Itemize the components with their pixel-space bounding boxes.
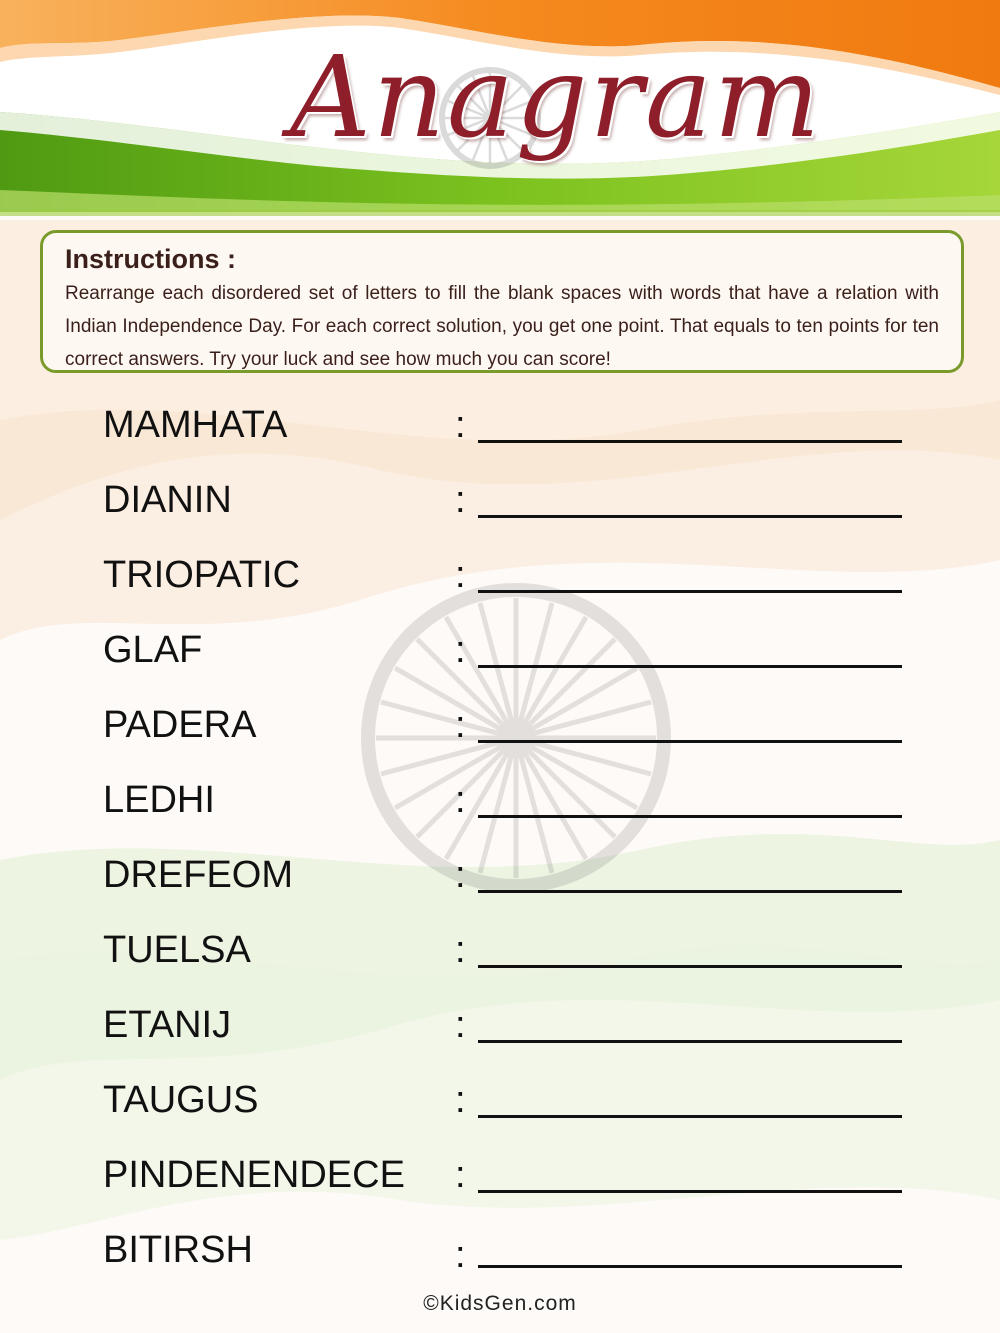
instructions-box [40,230,964,373]
answer-blank[interactable] [478,815,902,818]
anagram-row [0,475,1000,535]
scrambled-word: TRIOPATIC [103,554,301,596]
row-separator: : [455,704,466,746]
anagram-row [0,925,1000,985]
row-separator: : [455,1154,466,1196]
answer-blank[interactable] [478,1040,902,1043]
row-separator: : [455,629,466,671]
scrambled-word: TUELSA [103,929,251,971]
title-text: Anagram [290,33,822,163]
answer-blank[interactable] [478,665,902,668]
anagram-row [0,1075,1000,1135]
answer-blank[interactable] [478,890,902,893]
scrambled-word: TAUGUS [103,1079,259,1121]
row-separator: : [455,554,466,596]
anagram-row [0,625,1000,685]
scrambled-word: PINDENENDECE [103,1154,405,1196]
answer-blank[interactable] [478,1265,902,1268]
row-separator: : [455,1079,466,1121]
answer-blank[interactable] [478,740,902,743]
answer-blank[interactable] [478,1115,902,1118]
scrambled-word: MAMHATA [103,404,288,446]
answer-blank[interactable] [478,515,902,518]
row-separator: : [455,404,466,446]
anagram-row [0,700,1000,760]
answer-blank[interactable] [478,1190,902,1193]
anagram-row [0,1225,1000,1285]
copyright-footer: ©KidsGen.com [423,1292,577,1315]
row-separator: : [455,854,466,896]
scrambled-word: LEDHI [103,779,215,821]
instructions-heading: Instructions : [65,244,237,274]
scrambled-word: DIANIN [103,479,232,521]
row-separator: : [455,929,466,971]
anagram-row [0,550,1000,610]
answer-blank[interactable] [478,590,902,593]
anagram-row [0,1000,1000,1060]
anagram-row [0,1150,1000,1210]
anagram-row [0,775,1000,835]
answer-blank[interactable] [478,965,902,968]
row-separator: : [455,1004,466,1046]
row-separator: : [455,1234,466,1276]
scrambled-word: ETANIJ [103,1004,232,1046]
scrambled-word: DREFEOM [103,854,293,896]
scrambled-word: PADERA [103,704,257,746]
scrambled-word: BITIRSH [103,1229,253,1271]
page-title [290,28,822,188]
row-separator: : [455,779,466,821]
anagram-row [0,400,1000,460]
scrambled-word: GLAF [103,629,203,671]
answer-blank[interactable] [478,440,902,443]
instructions-text: Rearrange each disordered set of letters to fill the blank spaces with words that have a relation with Indian Independence Day. For each correct solution, you get one point. That equals to ten points for ten correct answers. Try your luck and see how much you can score! [65,283,939,370]
row-separator: : [455,479,466,521]
anagram-row [0,850,1000,910]
